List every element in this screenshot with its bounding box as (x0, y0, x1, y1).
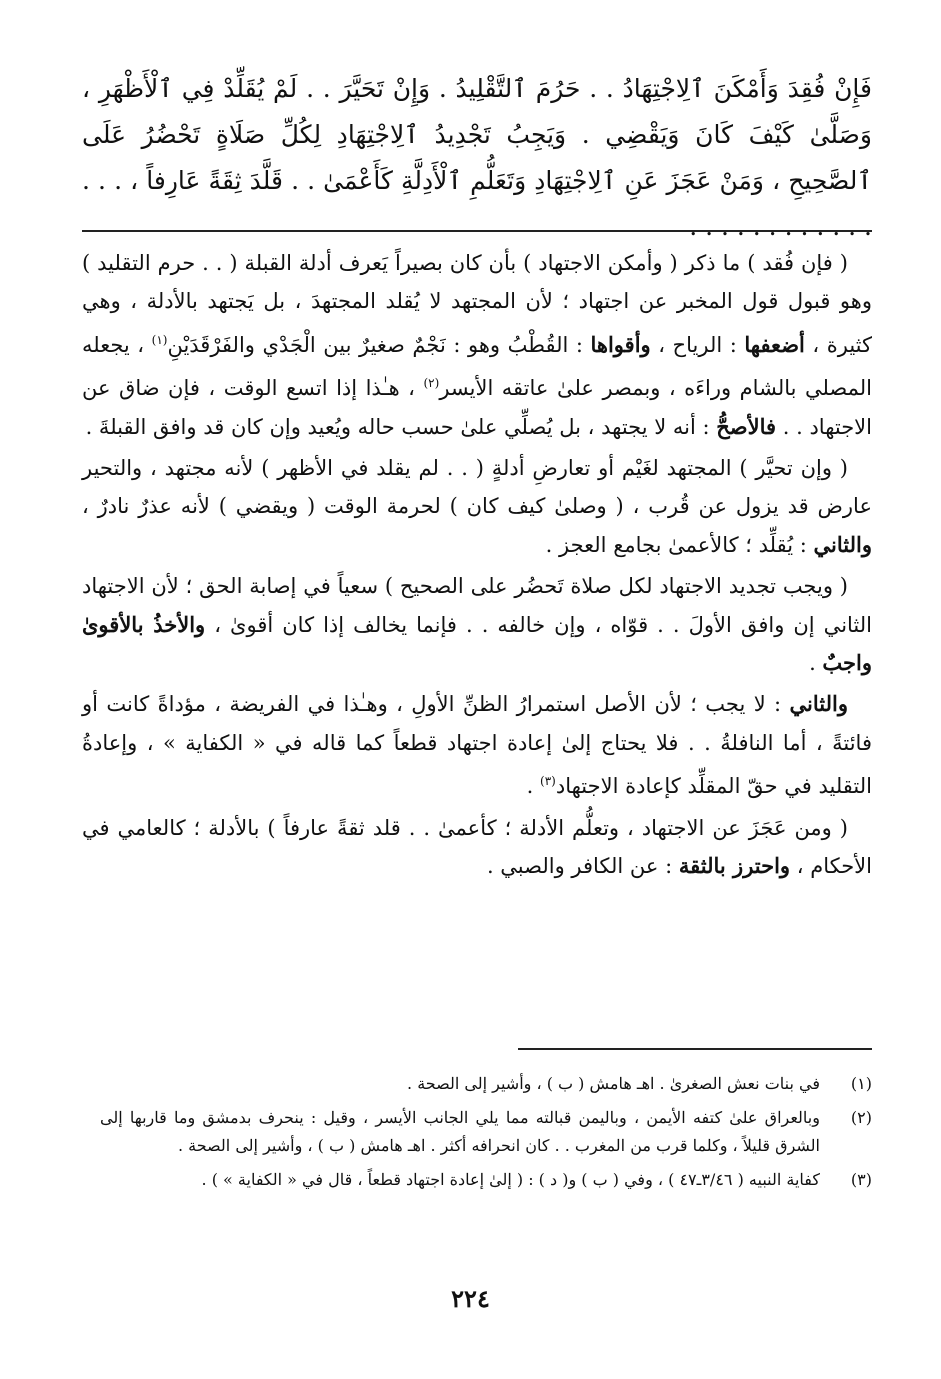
bold-term: أضعفها (744, 331, 805, 357)
footnote-number: (٣) (850, 1170, 872, 1189)
text-run: : عن الكافر والصبي . (486, 854, 679, 879)
bold-term: وأقواها (590, 331, 651, 357)
footnote-number: (٢) (850, 1108, 872, 1127)
footnote-3 (100, 1166, 872, 1194)
footnote-ref-1[interactable]: (١) (151, 332, 168, 347)
page-number: ٢٢٤ (451, 1284, 490, 1313)
sharh-paragraph-4 (82, 685, 872, 805)
sharh-paragraph-5 (82, 809, 872, 886)
text-run: : يُقلِّد ؛ كالأعمىٰ بجامع العجز . (545, 532, 814, 557)
bold-term: واحترز بالثقة (678, 853, 791, 879)
matn-separator (82, 230, 872, 232)
footnote-number: (١) (850, 1074, 872, 1093)
text-run: : القُطْبُ وهو : نَجْمٌ صغيرٌ بين الْجَدْي والفَرْقَدَيْنِ (167, 332, 591, 357)
text-run: ( ومن عَجَزَ عن الاجتهاد ، وتعلُّم الأدلة ؛ كأعمىٰ . . قلد ثقةً عارفاً ) بالأدلة ؛ كالعامي في الأحكام ، (82, 815, 872, 879)
footnote-ref-3[interactable]: (٣) (540, 774, 556, 789)
text-run: ، هـٰذا إذا اتسع الوقت ، فإن ضاق عن الاجتهاد . . (82, 376, 872, 439)
text-run: . (526, 774, 541, 799)
matn-block (82, 66, 872, 250)
text-run: ( فإن فُقد ) ما ذكر ( وأمكن الاجتهاد ) بأن كان بصيراً يَعرف أدلة القبلة ( . . حرم التقليد ) وهو قبول قول المخبر عن اجتهاد ؛ لأن المجتهد لا يُقلد المجتهدَ ، بل يَجتهد بالأدلة ، وهي كثيرة ، (82, 251, 873, 357)
text-run: : لا يجب ؛ لأن الأصل استمرارُ الظنِّ الأولِ ، وهـٰذا في الفريضة ، مؤداةً كانت أو فائتةً ، أما النافلةُ . . فلا يحتاج إلىٰ إعادة اجتهاد قطعاً كما قاله في « الكفاية » ، وإعادةُ التقليد في حقّ المقلِّد كإعادة الاجتهاد (82, 692, 872, 799)
footnotes-block (100, 1070, 872, 1200)
footnote-text: وبالعراق علىٰ كتفه الأيمن ، وباليمن قبالته مما يلي الجانب الأيسر ، وقيل : ينحرف بدمشق وما قاربها إلى الشرق قليلاً ، وكلما قرب من المغرب . . كان انحرافه أكثر . اهـ هامش ( ب ) ، وأشير إلى الصحة . (100, 1108, 820, 1155)
bold-term: فالأصحُّ (716, 413, 777, 439)
sharh-paragraph-3 (82, 567, 872, 682)
bold-term: والأخذُ بالأقوىٰ واجبٌ (82, 611, 872, 676)
bold-term: والثاني (813, 531, 872, 557)
footnote-ref-2[interactable]: (٢) (423, 376, 440, 391)
matn-text: فَإِنْ فُقِدَ وَأَمْكَنَ ٱلِاجْتِهَادُ . . حَرُمَ ٱلتَّقْلِيدُ . وَإِنْ تَحَيَّرَ . . لَمْ يُقَلِّدْ فِي ٱلْأَظْهَرِ ، وَصَلَّىٰ كَيْفَ كَانَ وَيَقْضِي . وَيَجِبُ تَجْدِيدُ ٱلِاجْتِهَادِ لِكُلِّ صَلَاةٍ تَحْضُرُ عَلَى ٱلصَّحِيحِ ، وَمَنْ عَجَزَ عَنِ ٱلِاجْتِهَادِ وَتَعَلُّمِ ٱلْأَدِلَّةِ كَأَعْمَىٰ . . قَلَّدَ ثِقَةً عَارِفاً ، . . . . . . . . . . . . . . . (82, 74, 872, 241)
footnote-separator (518, 1048, 872, 1050)
sharh-paragraph-1 (82, 244, 872, 446)
footnote-1 (100, 1070, 872, 1098)
text-run: ( وإن تحيَّر ) المجتهد لغَيْم أو تعارضِ أدلةٍ ( . . لم يقلد في الأظهر ) لأنه مجتهد ، والتحير عارض قد يزول عن قُرب ، ( وصلىٰ كيف كان ) لحرمة الوقت ( ويقضي ) لأنه عذرٌ نادرٌ ، (82, 456, 872, 519)
footnote-text: كفاية النبيه ( ٣/٤٦ـ٤٧ ) ، وفي ( ب ) و( د ) : ( إلىٰ إعادة اجتهاد قطعاً ، قال في « الكفاية » ) . (201, 1170, 820, 1189)
text-run: . (809, 651, 823, 676)
text-run: ، يجعله المصلي بالشام وراءَه ، وبمصر علىٰ عاتقه الأيسر (82, 332, 873, 401)
sharh-paragraph-2 (82, 449, 872, 564)
footnote-2 (100, 1104, 872, 1160)
text-run: : الرياح ، (650, 332, 745, 357)
bold-term: والثاني (789, 691, 848, 717)
text-run: : أنه لا يجتهد ، بل يُصلِّي علىٰ حسب حاله ويُعيد وإن كان قد وافق القبلةَ . (85, 414, 717, 439)
text-run: ( ويجب تجديد الاجتهاد لكل صلاة تَحضُر على الصحيح ) سعياً في إصابة الحق ؛ لأن الاجتهاد الثاني إن وافق الأولَ . . قوّاه ، وإن خالفه . . فإنما يخالف إذا كان أقوىٰ ، (82, 574, 873, 637)
sharh-block (82, 244, 872, 889)
footnote-text: في بنات نعش الصغرىٰ . اهـ هامش ( ب ) ، وأشير إلى الصحة . (407, 1074, 820, 1093)
